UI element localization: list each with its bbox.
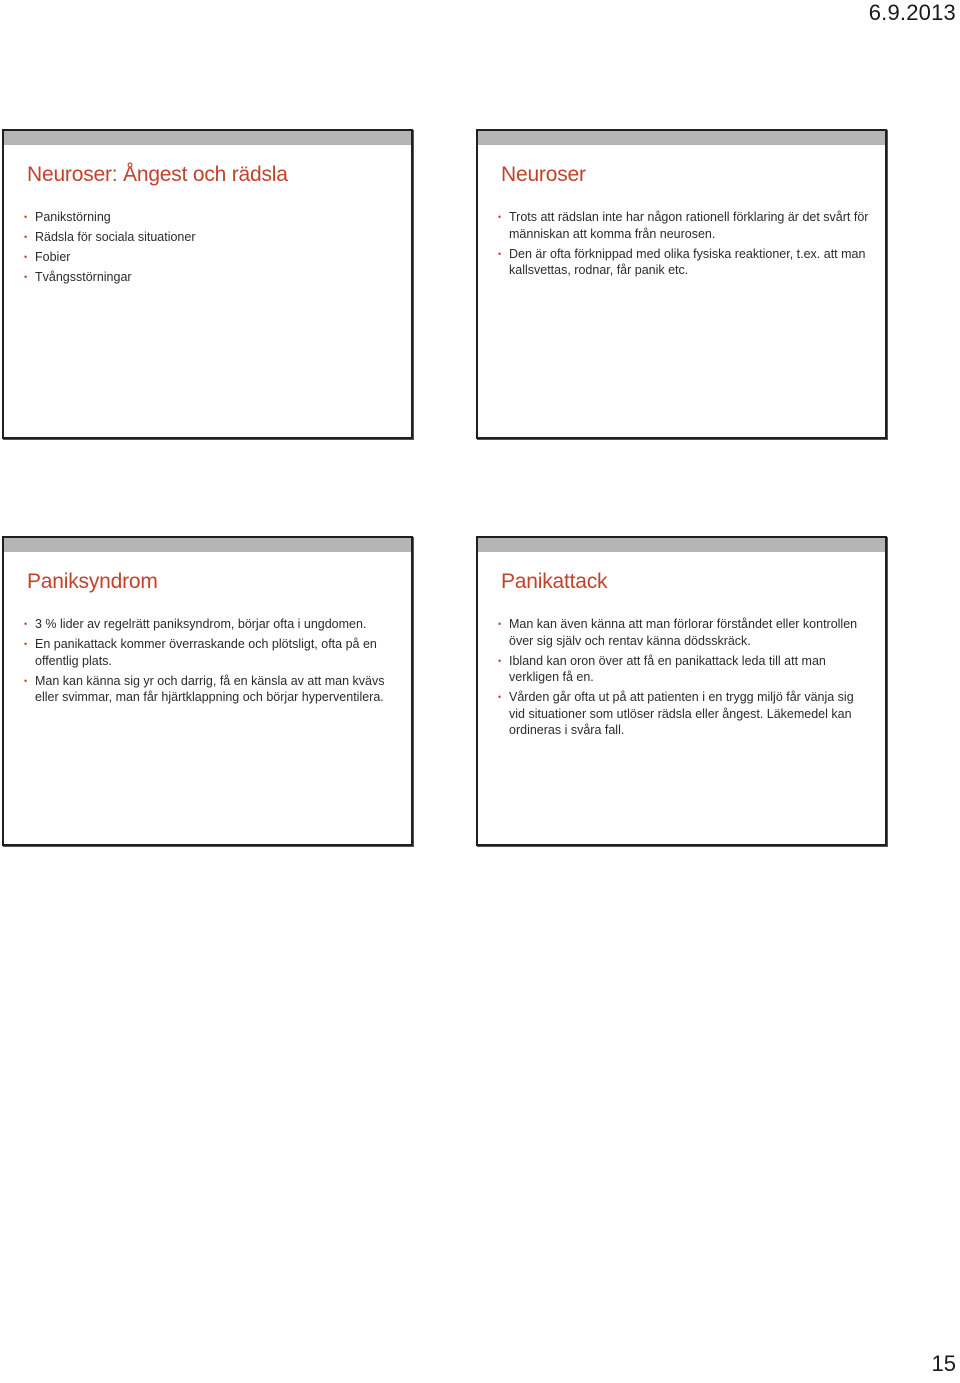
bullet-item (498, 689, 871, 739)
bullet-icon: • (498, 619, 502, 629)
bullet-icon: • (498, 692, 502, 702)
bullet-item (498, 246, 871, 279)
slide-1 (2, 129, 413, 439)
slide-title: Paniksyndrom (27, 570, 158, 593)
bullet-item (498, 653, 871, 686)
bullet-icon: • (24, 232, 28, 242)
bullet-icon: • (498, 655, 502, 666)
bullet-item (24, 269, 397, 286)
bullet-item (498, 616, 871, 649)
bullet-item (498, 209, 871, 242)
bullet-icon: • (24, 212, 28, 222)
bullet-text: Ibland kan oron över att få en panikattack leda till att man verkligen få en. (509, 653, 826, 684)
bullet-text: Man kan även känna att man förlorar förståndet eller kontrollen över sig själv och rentav känna dödsskräck. (509, 617, 858, 648)
bullet-text: En panikattack kommer överraskande och plötsligt, ofta på en offentlig plats. (35, 637, 377, 668)
bullet-item (24, 636, 397, 669)
bullet-icon: • (24, 619, 28, 629)
slide-title: Neuroser (501, 163, 586, 186)
slide-4 (476, 536, 887, 846)
bullet-text: 3 % lider av regelrätt paniksyndrom, börjar ofta i ungdomen. (35, 617, 367, 631)
bullet-text: Tvångsstörningar (35, 270, 132, 284)
bullet-text: Man kan känna sig yr och darrig, få en känsla av att man kvävs eller svimmar, man får hjärtklappning och börjar hyperventilera. (35, 673, 385, 704)
bullet-item (24, 229, 397, 246)
page-number: 15 (931, 1351, 956, 1376)
slide-bullet-list (24, 616, 397, 709)
slide-3 (2, 536, 413, 846)
bullet-text: Trots att rädslan inte har någon rationell förklaring är det svårt för människan att komma från neurosen. (509, 210, 869, 241)
bullet-item (24, 249, 397, 266)
bullet-text: Fobier (35, 250, 71, 264)
bullet-text: Den är ofta förknippad med olika fysiska reaktioner, t.ex. att man kallsvettas, rodnar, får panik etc. (509, 246, 866, 277)
bullet-icon: • (24, 272, 28, 282)
slide-bullet-list (498, 616, 871, 742)
slide-bullet-list (498, 209, 871, 282)
slide-title: Neuroser: Ångest och rädsla (27, 163, 288, 186)
bullet-item (24, 616, 397, 633)
bullet-text: Rädsla för sociala situationer (35, 230, 196, 244)
bullet-item (24, 673, 397, 706)
bullet-icon: • (498, 248, 502, 259)
slide-2 (476, 129, 887, 439)
slide-bullet-list (24, 209, 397, 289)
bullet-icon: • (498, 212, 502, 222)
slide-title: Panikattack (501, 570, 608, 593)
bullet-text: Vården går ofta ut på att patienten i en trygg miljö får vänja sig vid situationer som utlöser rädsla eller ångest. Läkemedel kan ordineras i svåra fall. (509, 690, 854, 737)
bullet-item (24, 209, 397, 226)
bullet-icon: • (24, 639, 28, 649)
bullet-icon: • (24, 675, 28, 686)
bullet-text: Panikstörning (35, 210, 111, 224)
bullet-icon: • (24, 252, 28, 262)
page-date: 6.9.2013 (868, 0, 956, 25)
